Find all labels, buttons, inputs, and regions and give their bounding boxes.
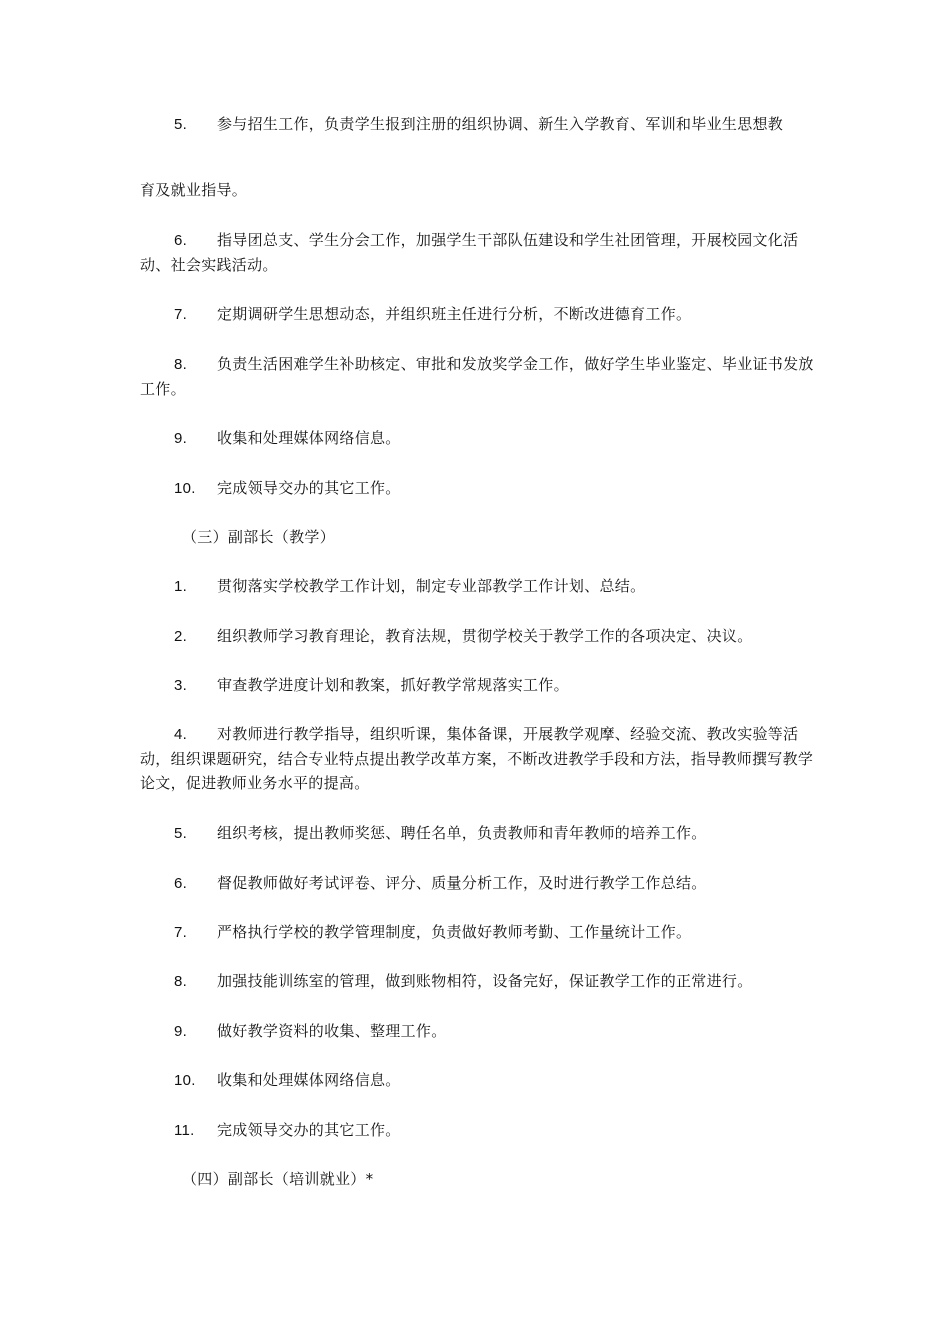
paragraph-continuation [140, 178, 820, 202]
paragraph-item-8 [140, 352, 820, 401]
item-number: 4. [174, 726, 188, 743]
item-number: 1. [174, 578, 188, 595]
item-number: 8. [174, 356, 188, 373]
heading-text: （四）副部长（培训就业）* [182, 1170, 374, 1188]
section-heading-four [140, 1167, 862, 1191]
item-text: 审查教学进度计划和教案，抓好教学常规落实工作。 [217, 676, 569, 694]
item-number: 10. [174, 480, 196, 497]
section-heading-three [140, 525, 862, 549]
heading-text: （三）副部长（教学） [182, 528, 336, 546]
item-number: 2. [174, 628, 188, 645]
paragraph-item-6 [140, 228, 820, 277]
teaching-item-4 [140, 722, 820, 795]
item-number: 9. [174, 430, 188, 447]
item-number: 5. [174, 116, 188, 133]
item-number: 5. [174, 825, 188, 842]
teaching-item-2 [140, 624, 820, 649]
item-text: 加强技能训练室的管理，做到账物相符，设备完好，保证教学工作的正常进行。 [217, 972, 753, 990]
item-number: 7. [174, 306, 188, 323]
teaching-item-3 [140, 673, 820, 698]
paragraph-item-5 [140, 112, 820, 137]
teaching-item-8 [140, 969, 820, 994]
item-text: 育及就业指导。 [140, 181, 248, 199]
item-number: 6. [174, 875, 188, 892]
teaching-item-9 [140, 1019, 820, 1044]
item-number: 6. [174, 232, 188, 249]
paragraph-item-9 [140, 426, 820, 451]
item-number: 11. [174, 1122, 195, 1139]
paragraph-item-7 [140, 302, 820, 327]
item-text: 收集和处理媒体网络信息。 [217, 1071, 401, 1089]
item-text: 完成领导交办的其它工作。 [217, 1121, 401, 1139]
item-text: 指导团总支、学生分会工作，加强学生干部队伍建设和学生社团管理，开展校园文化活动、社会实践活动。 [140, 231, 799, 274]
teaching-item-6 [140, 871, 820, 896]
teaching-item-1 [140, 574, 820, 599]
item-number: 9. [174, 1023, 188, 1040]
item-text: 贯彻落实学校教学工作计划，制定专业部教学工作计划、总结。 [217, 577, 646, 595]
item-text: 组织考核，提出教师奖惩、聘任名单，负责教师和青年教师的培养工作。 [217, 824, 707, 842]
item-text: 参与招生工作，负责学生报到注册的组织协调、新生入学教育、军训和毕业生思想教 [217, 115, 784, 133]
teaching-item-5 [140, 821, 820, 846]
item-number: 7. [174, 924, 188, 941]
item-text: 对教师进行教学指导，组织听课，集体备课，开展教学观摩、经验交流、教改实验等活动，组织课题研究，结合专业特点提出教学改革方案，不断改进教学手段和方法，指导教师撰写教学论文，促进教师业务水平的提高。 [140, 725, 814, 792]
item-text: 收集和处理媒体网络信息。 [217, 429, 401, 447]
teaching-item-7 [140, 920, 820, 945]
item-text: 定期调研学生思想动态，并组织班主任进行分析，不断改进德育工作。 [217, 305, 692, 323]
item-text: 督促教师做好考试评卷、评分、质量分析工作，及时进行教学工作总结。 [217, 874, 707, 892]
item-text: 做好教学资料的收集、整理工作。 [217, 1022, 447, 1040]
item-text: 组织教师学习教育理论，教育法规，贯彻学校关于教学工作的各项决定、决议。 [217, 627, 753, 645]
paragraph-item-10 [140, 476, 820, 501]
item-number: 10. [174, 1072, 196, 1089]
item-text: 完成领导交办的其它工作。 [217, 479, 401, 497]
item-text: 负责生活困难学生补助核定、审批和发放奖学金工作，做好学生毕业鉴定、毕业证书发放工作。 [140, 355, 814, 398]
item-text: 严格执行学校的教学管理制度，负责做好教师考勤、工作量统计工作。 [217, 923, 692, 941]
item-number: 3. [174, 677, 188, 694]
item-number: 8. [174, 973, 188, 990]
teaching-item-10 [140, 1068, 820, 1093]
teaching-item-11 [140, 1118, 820, 1143]
